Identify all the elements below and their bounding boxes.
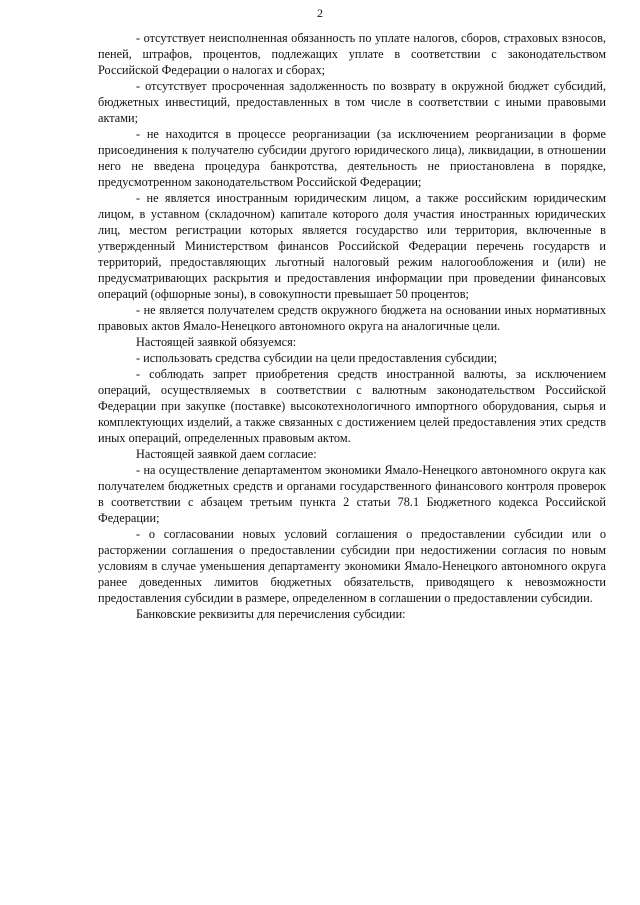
paragraph-consent-audit: - на осуществление департаментом экономики Ямало-Ненецкого автономного округа как получателем бюджетных средств и органами государственного финансового контроля проверок в соответствии с абзацем третьим пункта 2 статьи 78.1 Бюджетного кодекса Российской Федерации; <box>98 463 606 525</box>
paragraph-currency-ban: - соблюдать запрет приобретения средств иностранной валюты, за исключением операций, осуществляемых в соответствии с валютным законодательством Российской Федерации при закупке (поставке) высокотехнологичного импортного оборудования, сырья и комплектующих изделий, а также связанных с достижением целей предоставления этих средств иных операций, определенных правовым актом. <box>98 367 606 445</box>
heading-obligations: Настоящей заявкой обязуемся: <box>136 335 297 349</box>
paragraph-no-reorganization: - не находится в процессе реорганизации (за исключением реорганизации в форме присоединения к получателю субсидии другого юридического лица), ликвидации, в отношении него не введена процедура банкротства, деятельность не приостановлена в порядке, предусмотренном законодательством Российской Федерации; <box>98 127 606 189</box>
paragraph-not-other-recipient: - не является получателем средств окружного бюджета на основании иных нормативных правовых актов Ямало-Ненецкого автономного округа на аналогичные цели. <box>98 303 606 333</box>
paragraph-no-overdue-debt: - отсутствует просроченная задолженность по возврату в окружной бюджет субсидий, бюджетных инвестиций, предоставленных в том числе в соответствии с иными правовыми актами; <box>98 79 606 125</box>
paragraph-not-foreign-entity: - не является иностранным юридическим лицом, а также российским юридическим лицом, в уставном (складочном) капитале которого доля участия иностранных юридических лиц, местом регистрации которых является государство или территория, включенные в утвержденный Министерством финансов Российской Федерации перечень государств и территорий, предоставляющих льготный налоговый режим налогообложения и (или) не предусматривающих раскрытия и предоставления информации при проведении финансовых операций (офшорные зоны), в совокупности превышает 50 процентов; <box>98 191 606 301</box>
page-number: 2 <box>317 6 323 20</box>
document-body <box>98 30 606 622</box>
paragraph-use-funds: - использовать средства субсидии на цели предоставления субсидии; <box>136 351 498 365</box>
heading-bank-details: Банковские реквизиты для перечисления субсидии: <box>136 607 406 621</box>
paragraph-consent-agreement: - о согласовании новых условий соглашения о предоставлении субсидии или о расторжении соглашения о предоставлении субсидии при недостижении согласия по новым условиям в случае уменьшения департаменту экономики Ямало-Ненецкого автономного округа ранее доведенных лимитов бюджетных обязательств, приводящего к невозможности предоставления субсидии в размере, определенном в соглашении о предоставлении субсидии. <box>98 527 606 605</box>
paragraph-no-tax-debt: - отсутствует неисполненная обязанность по уплате налогов, сборов, страховых взносов, пеней, штрафов, процентов, подлежащих уплате в соответствии с законодательством Российской Федерации о налогах и сборах; <box>98 31 606 77</box>
heading-consent: Настоящей заявкой даем согласие: <box>136 447 317 461</box>
